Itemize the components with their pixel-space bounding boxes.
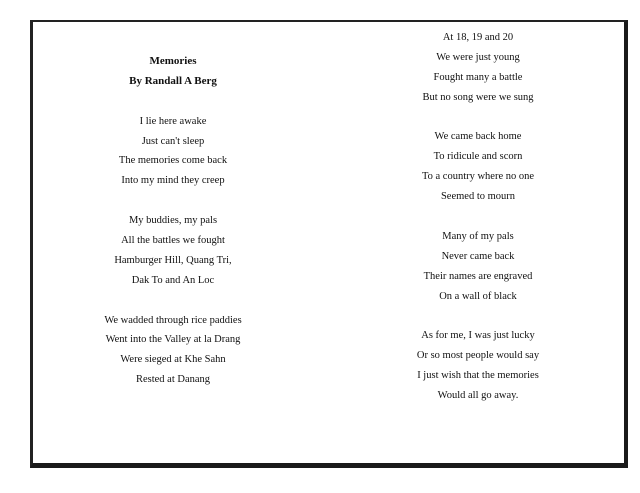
poem-title: Memories <box>149 55 197 67</box>
stanza <box>378 326 578 406</box>
poem-line: Or so most people would say <box>416 350 540 362</box>
poem-line: We came back home <box>434 131 522 143</box>
poem-line: My buddies, my pals <box>128 215 218 227</box>
poem-line: The memories come back <box>118 155 228 167</box>
poem-line: Fought many a battle <box>433 71 523 83</box>
poem-line: Just can't sleep <box>141 135 205 147</box>
poem-line: Dak To and An Loc <box>131 274 215 286</box>
poem-line: I just wish that the memories <box>417 370 539 382</box>
poem-line: Would all go away. <box>437 390 519 402</box>
poem-line: Were sieged at Khe Sahn <box>120 354 226 366</box>
right-column <box>378 28 578 406</box>
stanza <box>378 127 578 207</box>
poem-line: On a wall of black <box>439 290 517 302</box>
poem-line: I lie here awake <box>139 115 207 127</box>
poem-line: Into my mind they creep <box>121 175 225 187</box>
poem-line: Went into the Valley at la Drang <box>105 334 241 346</box>
poem-line: All the battles we fought <box>121 235 225 247</box>
poem-line: Seemed to mourn <box>440 191 516 203</box>
left-column <box>73 52 273 390</box>
stanza <box>73 211 273 291</box>
poem-line: We were just young <box>436 51 520 63</box>
stanza <box>378 227 578 307</box>
poem-line: Their names are engraved <box>423 270 533 282</box>
poem-line: Rested at Danang <box>135 374 211 386</box>
poem-line: But no song were we sung <box>422 91 534 103</box>
poem-line: Never came back <box>441 250 515 262</box>
poem-line: At 18, 19 and 20 <box>442 32 514 43</box>
poem-line: To a country where no one <box>421 171 535 183</box>
poem-line: As for me, I was just lucky <box>421 330 535 342</box>
poem-page-frame <box>30 20 628 468</box>
poem-line: We wadded through rice paddies <box>104 314 242 326</box>
poem-line: Many of my pals <box>442 230 514 242</box>
stanza <box>73 311 273 391</box>
poem-line: Hamburger Hill, Quang Tri, <box>114 254 232 266</box>
poem-author: By Randall A Berg <box>129 74 217 87</box>
stanza <box>73 112 273 192</box>
poem-line: To ridicule and scorn <box>433 151 523 163</box>
stanza <box>378 28 578 108</box>
